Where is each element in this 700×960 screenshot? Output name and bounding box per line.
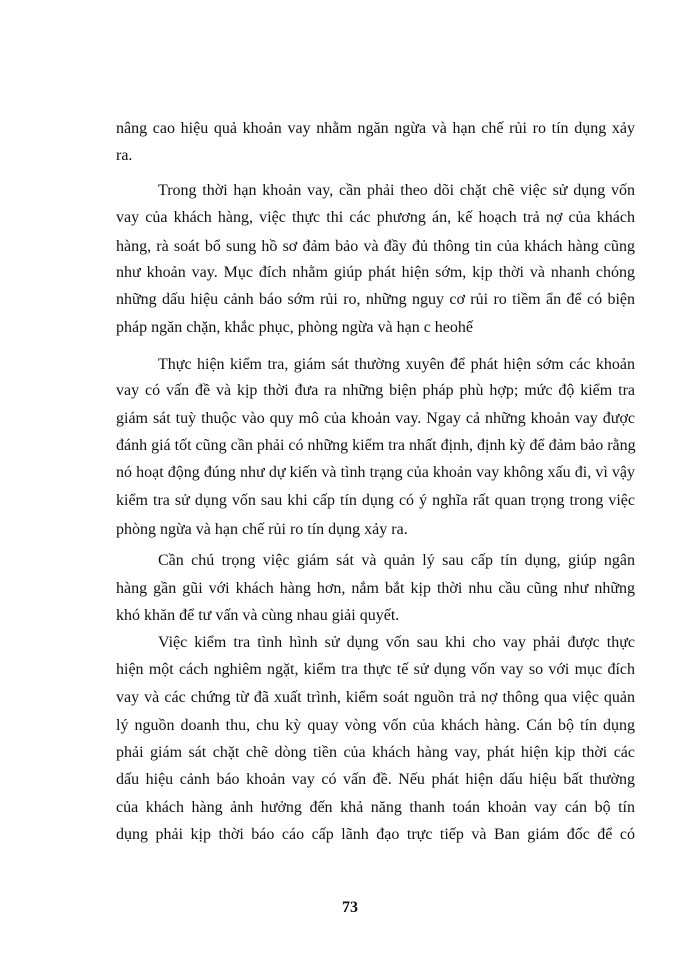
text-line: hàng gần gũi với khách hàng hơn, nắm bắt kịp thời nhu cầu cũng như những [116,580,635,597]
text-line: hàng, rà soát bổ sung hồ sơ đảm bảo và đầy đủ thông tin của khách hàng cũng [116,238,635,255]
text-line: ra. [116,147,133,164]
text-line: nó hoạt động đúng như dự kiến và tình trạng của khoản vay không xấu đi, vì vậy [116,464,635,481]
text-line: Trong thời hạn khoản vay, cần phải theo dõi chặt chẽ việc sử dụng vốn [158,182,635,199]
text-line: pháp ngăn chặn, khắc phục, phòng ngừa và hạn c heohế [116,319,473,336]
text-line: hiện một cách nghiêm ngặt, kiểm tra thực tế sử dụng vốn vay so với mục đích [116,661,635,678]
text-line: nâng cao hiệu quả khoản vay nhằm ngăn ngừa và hạn chế rủi ro tín dụng xảy [116,120,635,137]
text-line: khó khăn để tư vấn và cùng nhau giải quyết. [116,607,400,624]
text-line: của khách hàng ảnh hưởng đến khả năng thanh toán khoản vay cán bộ tín [116,799,635,816]
text-line: phải giám sát chặt chẽ dòng tiền của khách hàng vay, phát hiện kịp thời các [116,744,635,761]
text-line: đánh giá tốt cũng cần phải có những kiểm tra nhất định, định kỳ để đảm bảo rằng [116,437,636,454]
text-line: vay có vấn đề và kịp thời đưa ra những biện pháp phù hợp; mức độ kiểm tra [116,382,635,399]
text-line: Thực hiện kiểm tra, giám sát thường xuyên để phát hiện sớm các khoản [158,356,635,373]
text-line: lý nguồn doanh thu, chu kỳ quay vòng vốn của khách hàng. Cán bộ tín dụng [116,717,635,734]
text-line: giám sát tuỳ thuộc vào quy mô của khoản vay. Ngay cả những khoản vay được [116,410,635,427]
text-line: dụng phải kịp thời báo cáo cấp lãnh đạo trực tiếp và Ban giám đốc để có [116,826,635,843]
text-line: như khoản vay. Mục đích nhằm giúp phát hiện sớm, kịp thời và nhanh chóng [116,264,635,281]
text-line: vay và các chứng từ đã xuất trình, kiểm soát nguồn trả nợ thông qua việc quản [116,689,635,706]
text-line: Cần chú trọng việc giám sát và quản lý sau cấp tín dụng, giúp ngân [158,552,635,569]
page-number: 73 [342,899,358,916]
text-line: phòng ngừa và hạn chế rủi ro tín dụng xảy ra. [116,521,408,538]
text-line: vay của khách hàng, việc thực thi các phương án, kế hoạch trả nợ của khách [116,209,635,226]
text-line: kiểm tra sử dụng vốn sau khi cấp tín dụng có ý nghĩa rất quan trọng trong việc [116,492,635,509]
text-line: những dấu hiệu cảnh báo sớm rủi ro, những nguy cơ rủi ro tiềm ẩn để có biện [116,291,635,308]
text-line: dấu hiệu cảnh báo khoản vay có vấn đề. Nếu phát hiện dấu hiệu bất thường [116,771,635,788]
text-line: Việc kiểm tra tình hình sử dụng vốn sau khi cho vay phải được thực [158,634,635,651]
